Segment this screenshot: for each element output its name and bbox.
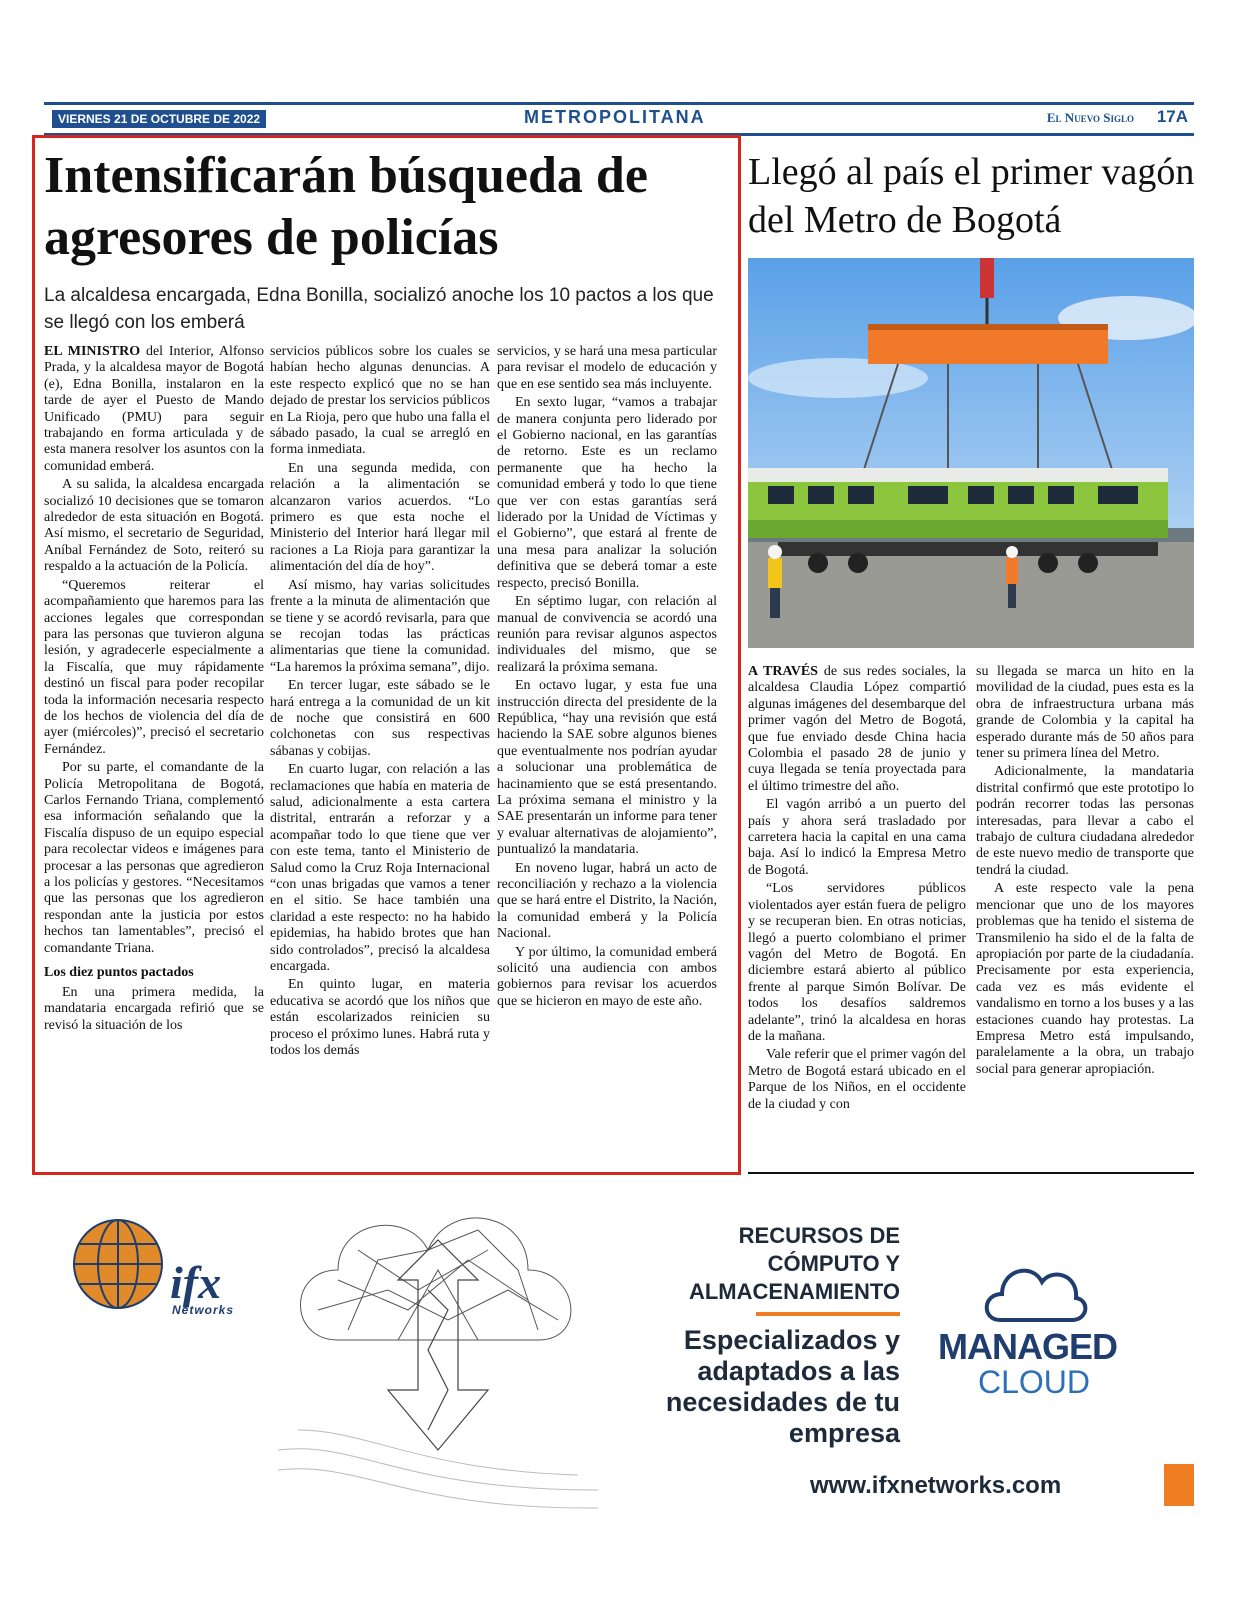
article1-dek: La alcaldesa encargada, Edna Bonilla, socializó anoche los 10 pactos a los que se llegó con los emberá <box>44 285 714 333</box>
article1-paragraph: En cuarto lugar, con relación a las reclamaciones que había en materia de salud, adicionalmente a esta cartera distrital, entrarán a reforzar y a acompañar todo lo que tiene que ver con este tema, tanto el Ministerio de Salud como la Cruz Roja Internacional “con unas brigadas que vamos a tener en el sitio. Se hace también una claridad a este respecto: no ha habido epidemias, ha habido brotes que han sido controlados”, precisó la alcaldesa encargada. <box>270 762 490 975</box>
article1-column-3 <box>497 344 717 1012</box>
section-name: METROPOLITANA <box>524 107 706 127</box>
article2-column-2 <box>976 664 1194 1080</box>
cloud-download-illustration <box>278 1190 598 1520</box>
article1-paragraph: Y por último, la comunidad emberá solicitó una audiencia con ambos gobiernos para revisar los acuerdos que se hicieron en mayo de este año. <box>497 944 717 1009</box>
article1-paragraph: “Queremos reiterar el acompañamiento que haremos para las acciones legales que correspondan para las personas que tuvieron alguna lesión, y agradecerle especialmente a la Fiscalía, que muy rápidamente destinó un fiscal para poder recopilar toda la información necesaria respecto de los hechos de violencia del día de ayer (miércoles)”, precisó el secretario Fernández. <box>44 577 264 757</box>
metro-wagon-photo <box>748 258 1194 648</box>
article2-lead-word: A TRAVÉS <box>748 664 818 679</box>
ad-orange-rule <box>756 1312 900 1316</box>
article2-paragraph: Vale referir que el primer vagón del Metro de Bogotá estará ubicado en el Parque de los Niños, en el occidente de la ciudad y con <box>748 1047 966 1112</box>
article1-paragraph: En octavo lugar, y esta fue una instrucción directa del presidente de la República, “hay una revisión que está haciendo la SAE sobre algunos bienes que eventualmente nos podrían ayudar a solucionar una problemática de hacinamiento que se está presentando. La próxima semana el ministro y la SAE presentarán un informe para tener y evaluar alternativas de alojamiento”, puntualizó la mandataria. <box>497 678 717 858</box>
cloud-icon <box>980 1258 1090 1328</box>
article2-paragraph: A TRAVÉS de sus redes sociales, la alcaldesa Claudia López compartió algunas imágenes del desembarque del primer vagón del Metro de Bogotá, que fue enviado desde China hacia Colombia el pasado 28 de junio y cuya llegada se tenía proyectada para el último trimestre del año. <box>748 664 966 794</box>
managed-label: MANAGED <box>938 1326 1117 1367</box>
ad-url[interactable]: www.ifxnetworks.com <box>810 1472 1062 1499</box>
article2-paragraph: su llegada se marca un hito en la movilidad de la ciudad, pues esta es la obra de infraestructura urbana más grande de Colombia y la capital ha esperado durante más de 50 años para tener su primera línea del Metro. <box>976 664 1194 762</box>
article2-bottom-rule <box>748 1172 1194 1174</box>
article1-paragraph: En tercer lugar, este sábado se le hará entrega a la comunidad de un kit de noche que consistirá en 600 colchonetas con sus respectivas sábanas y cobijas. <box>270 678 490 759</box>
article2-paragraph: Adicionalmente, la mandataria distrital confirmó que este prototipo lo podrán recorrer todas las personas interesadas, para llevar a cabo el trabajo de cultura ciudadana alrededor de este nuevo medio de transporte que tendrá la ciudad. <box>976 764 1194 878</box>
article1-paragraph: Así mismo, hay varias solicitudes frente a la minuta de alimentación que se tiene y se acordó revisarla, para que se recojan todas las prácticas alimentarias que tiene la comunidad. “La haremos la próxima semana”, dijo. <box>270 577 490 675</box>
article1-paragraph: En quinto lugar, en materia educativa se acordó que los niños que están escolarizados reinicien su proceso el próximo lunes. Habrá ruta y todos los demás <box>270 977 490 1059</box>
article1-paragraph: En séptimo lugar, con relación al manual de convivencia se acordó una reunión para revisar algunos aspectos individuales del mismo, que se realizará la próxima semana. <box>497 594 717 675</box>
article1-column-2 <box>270 344 490 1061</box>
article1-paragraph: En una segunda medida, con relación a la alimentación se alcanzaron varios acuerdos. “Lo primero es que esta noche el Ministerio del Interior hará llegar mil raciones a La Rioja para garantizar la alimentación del día de hoy”. <box>270 460 490 575</box>
article2-paragraph: “Los servidores públicos violentados ayer están fuera de peligro y se recuperan bien. En otras noticias, llegó a puerto colombiano el primer vagón del Metro de Bogotá. En diciembre estará abierto al público frente al parque Simón Bolívar. De todos los desafíos saldremos adelante”, trinó la alcaldesa en horas de la mañana. <box>748 881 966 1044</box>
article1-paragraph: EL MINISTRO del Interior, Alfonso Prada, y la alcaldesa mayor de Bogotá (e), Edna Bonilla, instalaron en la tarde de ayer el Puesto de Mando Unificado (PMU) para seguir trabajando en forma articulada y de esta manera resolver los asuntos con la comunidad emberá. <box>44 344 264 474</box>
article2-paragraph: El vagón arribó a un puerto del país y ahora será trasladado por carretera hacia la capital en una cama baja. Así lo indicó la Empresa Metro de Bogotá. <box>748 797 966 878</box>
article1-lead-word: EL MINISTRO <box>44 344 141 359</box>
article1-paragraph: servicios públicos sobre los cuales se habían hecho algunas denuncias. A este respecto explicó que no se han dejado de prestar los servicios públicos en La Rioja, pero que hubo una falla el sábado pasado, la cual se arregló en forma inmediata. <box>270 344 490 458</box>
article1-column-1 <box>44 344 264 1036</box>
ifx-logo-sub: Networks <box>172 1303 235 1317</box>
cloud-label: CLOUD <box>978 1364 1091 1400</box>
ad-orange-square <box>1164 1464 1194 1506</box>
article1-paragraph: servicios, y se hará una mesa particular para revisar el modelo de educación y que en ese sentido sea más incluyente. <box>497 344 717 392</box>
article2-column-1 <box>748 664 966 1115</box>
article1-paragraph: En sexto lugar, “vamos a trabajar de manera conjunta pero liderado por el Gobierno nacional, en las garantías de retorno. Este es un reclamo permanente que ha hecho la comunidad emberá y todo lo que tiene que ver con estas garantías será liderado por la Unidad de Víctimas y el Gobierno”, que estará al frente de una mesa para analizar la solución definitiva que se deberá tomar a este respecto, precisó Bonilla. <box>497 395 717 591</box>
page-number: 17A <box>1156 107 1188 126</box>
article1-paragraph: En noveno lugar, habrá un acto de reconciliación y rechazo a la violencia que se hará entre el Distrito, la Nación, la comunidad emberá y la Policía Nacional. <box>497 860 717 942</box>
article1-paragraph: A su salida, la alcaldesa encargada socializó 10 decisiones que se tomaron alrededor de esta situación en Bogotá. Así mismo, el secretario de Seguridad, Aníbal Fernández de Soto, reiteró su respaldo a la actuación de la Policía. <box>44 477 264 575</box>
article2-paragraph: A este respecto vale la pena mencionar que uno de los mayores problemas que ha tenido el sistema de Transmilenio ha sido el de la falta de apropiación por parte de la ciudadanía. Precisamente por esta experiencia, cada vez es más evidente el vandalismo en torno a los buses y a las estaciones cuando hay protestas. La Empresa Metro está impulsando, paralelamente a la obra, un trabajo social para generar apropiación. <box>976 881 1194 1077</box>
page-header <box>44 102 1194 136</box>
article1-paragraph: En una primera medida, la mandataria encargada refirió que se revisó la situación de los <box>44 985 264 1033</box>
ad-subtitle: Especializados y adaptados a las necesidades de tu empresa <box>665 1325 900 1448</box>
ifx-globe-icon <box>68 1214 168 1314</box>
article2-headline: Llegó al país el primer vagón del Metro de Bogotá <box>748 151 1195 241</box>
article1-paragraph: Por su parte, el comandante de la Policía Metropolitana de Bogotá, Carlos Fernando Triana, complementó esa información señalando que la Fiscalía dispuso de un equipo especial para recolectar videos e imágenes para procesar a las personas que agredieron a los policías y gestores. “Necesitamos que las personas que los agredieron respondan ante la justicia por estos hechos tan lamentables”, precisó el comandante Triana. <box>44 760 264 956</box>
ifx-logo: ifx <box>170 1257 222 1308</box>
article1-headline: Intensificarán búsqueda de agresores de policías <box>44 147 648 266</box>
ad-title: RECURSOS DE CÓMPUTO Y ALMACENAMIENTO <box>688 1223 900 1304</box>
article1-subhead: Los diez puntos pactados <box>44 965 194 981</box>
issue-date: VIERNES 21 DE OCTUBRE DE 2022 <box>52 110 266 128</box>
newspaper-name: El Nuevo Siglo <box>1046 110 1134 125</box>
